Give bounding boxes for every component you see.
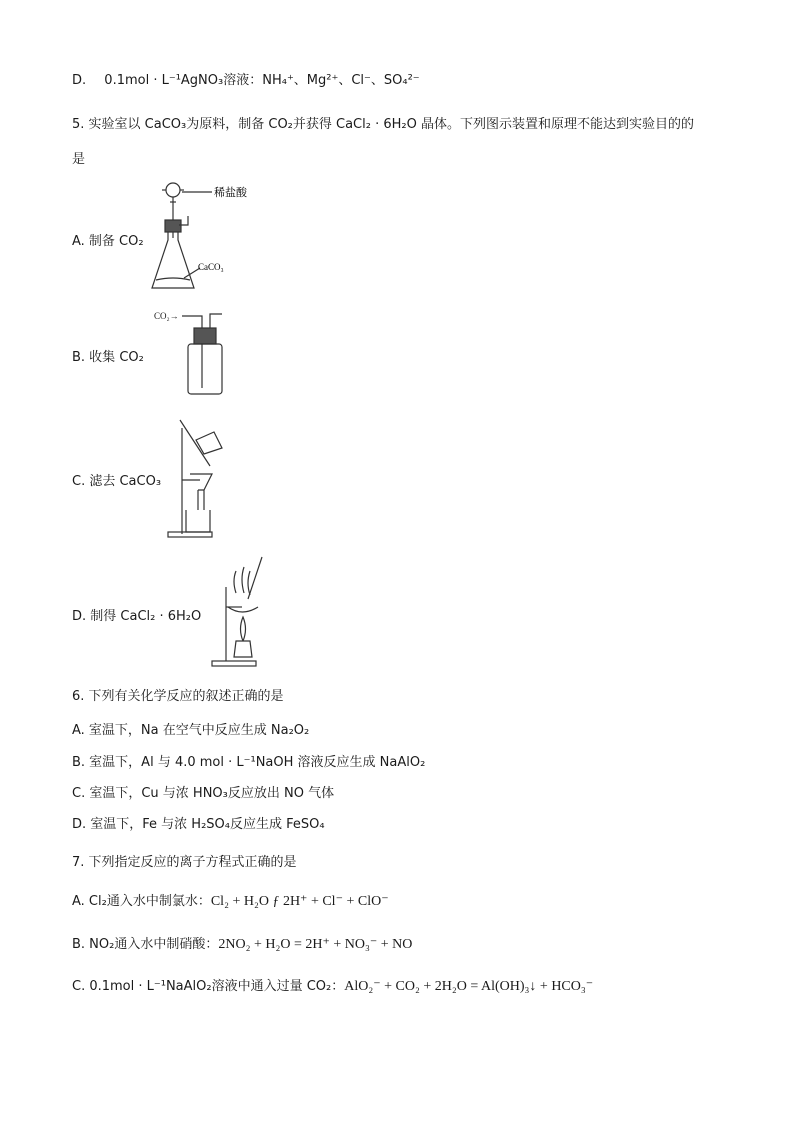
q5-option-c-label: C. 滤去 CaCO₃ xyxy=(72,474,162,489)
q7-option-c xyxy=(72,978,593,996)
q6-option-a: A. 室温下，Na 在空气中反应生成 Na₂O₂ xyxy=(72,723,310,738)
stand-base xyxy=(168,532,212,537)
equation: AlO₂⁻ + CO₂ + 2H₂O = Al(OH)₃↓ + HCO₃⁻ xyxy=(344,979,594,994)
long-tube xyxy=(182,316,202,388)
q6-stem: 6. 下列有关化学反应的叙述正确的是 xyxy=(72,689,284,704)
q7-option-a xyxy=(72,893,389,911)
q5-option-d-label: D. 制得 CaCl₂ · 6H₂O xyxy=(72,609,202,624)
stopper xyxy=(165,220,181,232)
option-prefix: C. 0.1mol · L⁻¹NaAlO₂溶液中通入过量 CO₂： xyxy=(72,979,345,994)
option-prefix: B. NO₂通入水中制硝酸： xyxy=(72,937,219,952)
glass-rod xyxy=(180,420,210,466)
option-text: 0.1mol · L⁻¹AgNO₃溶液：NH₄⁺、Mg²⁺、Cl⁻、SO₄²⁻ xyxy=(104,73,420,88)
option-prefix: A. Cl₂通入水中制氯水： xyxy=(72,894,211,909)
q5-stem-line2: 是 xyxy=(72,152,86,167)
prev-option-d xyxy=(72,72,420,90)
evaporation-figure xyxy=(206,557,276,669)
equation: 2NO₂ + H₂O = 2H⁺ + NO₃⁻ + NO xyxy=(218,937,413,952)
stirring-rod xyxy=(248,557,262,599)
funnel-bulb xyxy=(166,183,180,197)
q7-stem: 7. 下列指定反应的离子方程式正确的是 xyxy=(72,855,297,870)
flask-apparatus-figure xyxy=(148,180,248,295)
filtration-figure xyxy=(164,420,234,545)
fig-label-caco3: CaCO₃ xyxy=(198,262,224,272)
q5-option-b-label: B. 收集 CO₂ xyxy=(72,350,144,365)
stand-base xyxy=(212,661,256,666)
fig-label-co2: CO₂→ xyxy=(154,311,179,321)
short-tube xyxy=(210,314,222,328)
q5-option-a-label: A. 制备 CO₂ xyxy=(72,234,144,249)
fig-label-hcl: 稀盐酸 xyxy=(214,187,247,199)
gas-bottle xyxy=(188,344,222,394)
steam xyxy=(234,567,250,595)
bottle-stopper xyxy=(194,328,216,344)
q5-stem-line1: 5. 实验室以 CaCO₃为原料，制备 CO₂并获得 CaCl₂ · 6H₂O 晶体。下列图示装置和原理不能达到实验目的的 xyxy=(72,117,694,132)
gas-bottle-figure xyxy=(152,308,232,398)
funnel xyxy=(190,474,212,510)
q6-option-b: B. 室温下，Al 与 4.0 mol · L⁻¹NaOH 溶液反应生成 NaAlO₂ xyxy=(72,755,426,770)
collecting-beaker xyxy=(186,510,210,532)
q6-option-d: D. 室温下，Fe 与浓 H₂SO₄反应生成 FeSO₄ xyxy=(72,817,325,832)
flame xyxy=(241,617,246,641)
q6-option-c: C. 室温下，Cu 与浓 HNO₃反应放出 NO 气体 xyxy=(72,786,335,801)
alcohol-lamp xyxy=(234,641,252,657)
option-letter: D. xyxy=(72,73,87,88)
q7-option-b xyxy=(72,936,412,954)
equation: Cl₂ + H₂O ƒ 2H⁺ + Cl⁻ + ClO⁻ xyxy=(210,894,389,909)
evaporating-dish xyxy=(228,607,258,612)
